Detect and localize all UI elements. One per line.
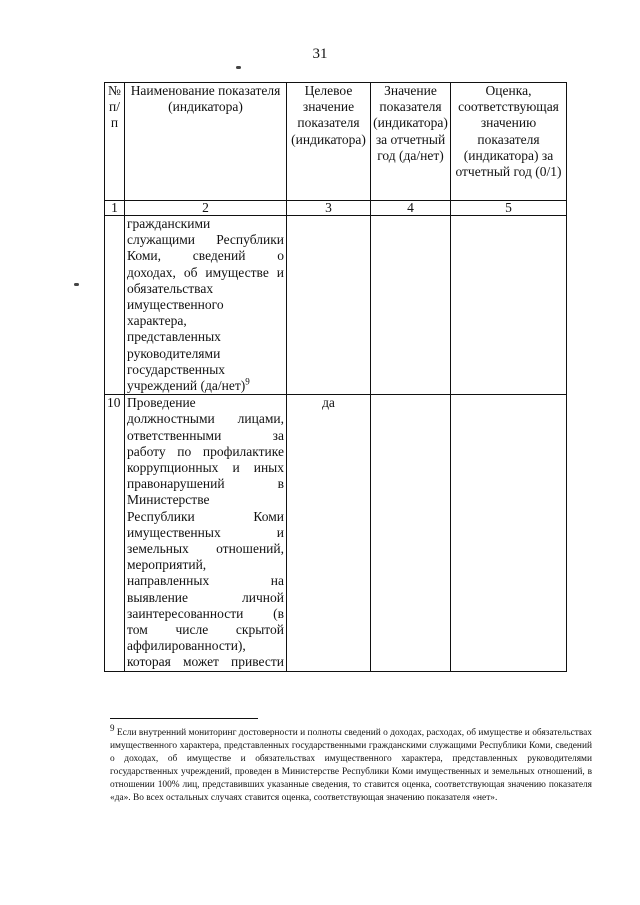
column-number: 2 bbox=[125, 201, 287, 216]
indicator-line: правонарушений в bbox=[127, 476, 284, 492]
indicator-name-cell bbox=[125, 395, 287, 671]
indicator-line: ответственными за bbox=[127, 427, 284, 443]
footnote-separator bbox=[110, 718, 258, 719]
indicator-line: служащими Республики bbox=[127, 232, 284, 248]
row-number bbox=[105, 216, 125, 395]
indicator-name-cell bbox=[125, 216, 287, 395]
table-row bbox=[105, 395, 567, 671]
indicator-line: гражданскими bbox=[127, 216, 211, 231]
indicator-line: обязательствах bbox=[127, 280, 214, 296]
indicator-line: имущественных и bbox=[127, 524, 284, 540]
indicator-line: мероприятий, bbox=[127, 557, 207, 573]
score-cell bbox=[451, 395, 567, 671]
column-number-row bbox=[105, 201, 567, 216]
page-number: 31 bbox=[312, 46, 328, 62]
scan-speck bbox=[236, 66, 241, 69]
header-score: Оценка, соответствующая значению показателя (индикатора) за отчетный год (0/1) bbox=[451, 83, 567, 201]
reported-value-cell bbox=[371, 395, 451, 671]
indicator-line: руководителями bbox=[127, 345, 221, 361]
scan-speck bbox=[74, 283, 79, 286]
indicator-line: коррупционных и иных bbox=[127, 460, 284, 476]
header-target-value: Целевое значение показателя (индикатора) bbox=[287, 83, 371, 201]
indicator-line: Коми, сведений о bbox=[127, 248, 284, 264]
indicator-line: государственных bbox=[127, 361, 226, 377]
indicator-line: представленных bbox=[127, 329, 221, 345]
footnote-reference: 9 bbox=[245, 376, 250, 387]
indicator-line: должностными лицами, bbox=[127, 411, 284, 427]
indicator-line: Проведение bbox=[127, 395, 196, 411]
indicator-line: Республики Коми bbox=[127, 508, 284, 524]
header-no: № п/п bbox=[105, 83, 125, 201]
indicator-line: аффилированности), bbox=[127, 638, 246, 654]
indicator-line: доходах, об имуществе и bbox=[127, 264, 284, 280]
header-reported-value: Значение показателя (индикатора) за отчетный год (да/нет) bbox=[371, 83, 451, 201]
score-cell bbox=[451, 216, 567, 395]
indicator-line: заинтересованности (в bbox=[127, 605, 284, 621]
indicator-line: имущественного bbox=[127, 297, 224, 313]
indicator-line: направленных на bbox=[127, 573, 284, 589]
target-value-cell bbox=[287, 216, 371, 395]
indicator-line: земельных отношений, bbox=[127, 541, 284, 557]
reported-value-cell bbox=[371, 216, 451, 395]
target-value-cell: да bbox=[287, 395, 371, 671]
indicator-line: Министерстве bbox=[127, 492, 210, 508]
header-indicator-name: Наименование показателя (индикатора) bbox=[125, 83, 287, 201]
indicator-last-line bbox=[127, 378, 284, 394]
table-row bbox=[105, 216, 567, 395]
indicator-line: работу по профилактике bbox=[127, 443, 284, 459]
indicator-line: учреждений (да/нет) bbox=[127, 378, 246, 394]
column-number: 3 bbox=[287, 201, 371, 216]
column-number: 5 bbox=[451, 201, 567, 216]
indicator-line: которая может привести bbox=[127, 654, 284, 670]
column-number: 1 bbox=[105, 201, 125, 216]
indicator-line: выявление личной bbox=[127, 589, 284, 605]
indicator-line: том числе скрытой bbox=[127, 622, 284, 638]
footnote-mark: 9 bbox=[110, 722, 115, 733]
column-number: 4 bbox=[371, 201, 451, 216]
table-header-row bbox=[105, 83, 567, 201]
row-number: 10 bbox=[105, 395, 125, 671]
footnote bbox=[110, 722, 592, 805]
indicator-table bbox=[104, 82, 567, 672]
indicator-line: характера, bbox=[127, 313, 187, 329]
footnote-text: Если внутренний мониторинг достоверности и полноты сведений о доходах, расходах, об имуществе и обязательствах имущественного характера, представленных государственными гражданскими служащими Республики Коми, сведений о доходах, об имуществе и обязательствах имущественного характера, представленных руководителями государственных учреждений, проведен в Министерстве Республики Коми имущественных и земельных отношений, в отношении 100% лиц, представивших указанные сведения, то ставится оценка, соответствующая значению показателя «да». Во всех остальных случаях ставится оценка, соответствующая значению показателя «нет». bbox=[110, 728, 592, 803]
